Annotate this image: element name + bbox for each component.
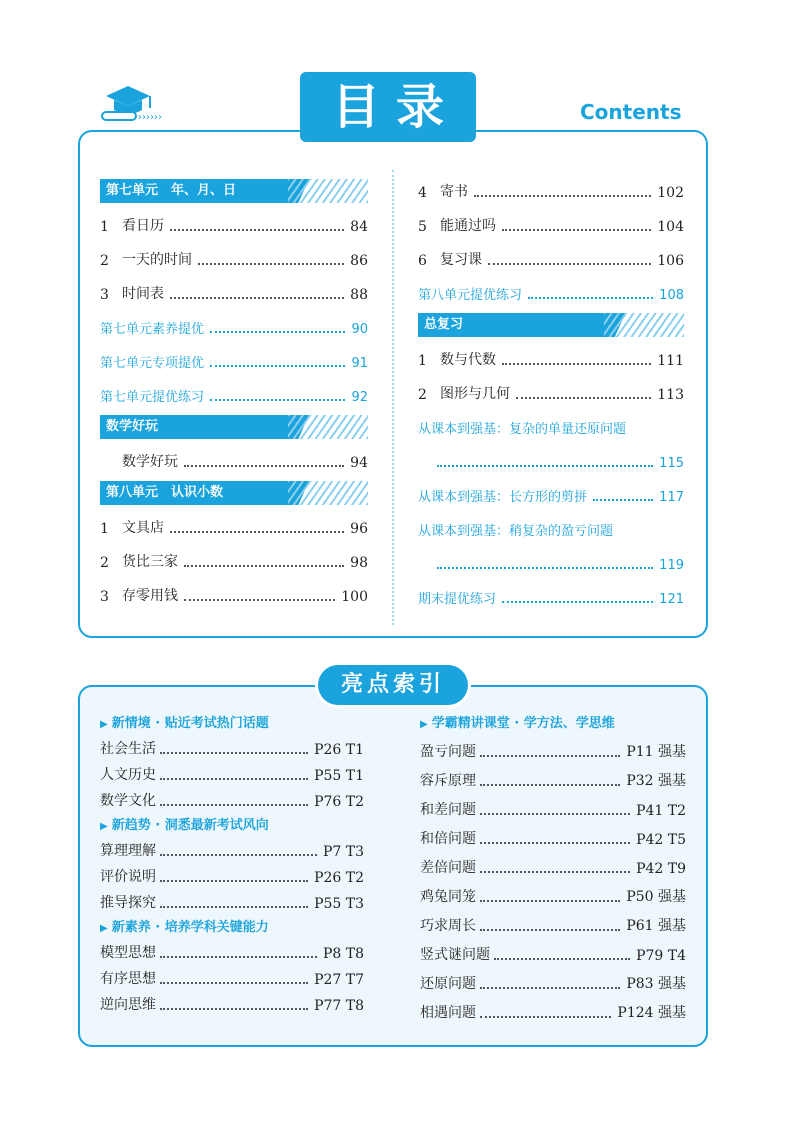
leader-dots — [184, 599, 335, 601]
toc-entry[interactable] — [100, 343, 368, 377]
toc-entry-page: 96 — [350, 521, 368, 537]
toc-entry-page: 92 — [351, 390, 368, 405]
index-entry[interactable] — [100, 736, 364, 762]
index-entry-name: 评价说明 — [100, 869, 156, 885]
index-entry-page: P32 强基 — [626, 773, 686, 789]
toc-entry-page: 121 — [659, 592, 684, 607]
index-entry-page: P83 强基 — [626, 976, 686, 992]
toc-entry[interactable] — [100, 443, 368, 477]
leader-dots — [480, 842, 630, 844]
index-entry-name: 巧求周长 — [420, 918, 476, 934]
toc-entry-number: 2 — [100, 253, 109, 269]
index-entry[interactable] — [100, 940, 364, 966]
index-right-column — [420, 712, 686, 1026]
index-entry-page: P77 T8 — [314, 998, 364, 1014]
index-entry-page: P26 T1 — [314, 742, 364, 758]
index-entry-page: P42 T9 — [636, 861, 686, 877]
index-entry-name: 容斥原理 — [420, 773, 476, 789]
index-entry-name: 推导探究 — [100, 895, 156, 911]
index-entry-name: 逆向思维 — [100, 997, 156, 1013]
toc-entry-number: 3 — [100, 589, 109, 605]
toc-entry[interactable] — [100, 275, 368, 309]
toc-entry-name: 期末提优练习 — [418, 592, 497, 607]
index-entry-page: P61 强基 — [626, 918, 686, 934]
index-entry-name: 模型思想 — [100, 945, 156, 961]
index-entry-name: 相遇问题 — [420, 1005, 476, 1021]
toc-entry-number: 2 — [418, 387, 427, 403]
leader-dots — [480, 755, 620, 757]
leader-dots — [210, 399, 345, 401]
leader-dots — [160, 1008, 308, 1010]
leader-dots — [210, 331, 345, 333]
toc-entry[interactable] — [100, 543, 368, 577]
index-entry-name: 还原问题 — [420, 976, 476, 992]
index-entry[interactable] — [100, 992, 364, 1018]
index-entry[interactable] — [100, 838, 364, 864]
toc-entry[interactable] — [418, 545, 684, 579]
toc-entry-name: 货比三家 — [122, 554, 178, 570]
index-entry[interactable] — [420, 881, 686, 910]
toc-entry-name: 寄书 — [440, 184, 468, 200]
index-entry-page: P26 T2 — [314, 870, 364, 886]
index-entry-name: 数学文化 — [100, 793, 156, 809]
page-title: 目录 — [300, 72, 476, 142]
leader-dots — [198, 263, 344, 265]
index-entry[interactable] — [420, 736, 686, 765]
index-entry-name: 差倍问题 — [420, 860, 476, 876]
leader-dots — [480, 871, 630, 873]
index-entry[interactable] — [100, 864, 364, 890]
toc-entry[interactable] — [418, 341, 684, 375]
toc-entry-name: 第七单元提优练习 — [100, 390, 205, 405]
leader-dots — [160, 804, 308, 806]
index-entry-page: P42 T5 — [636, 832, 686, 848]
leader-dots — [480, 987, 620, 989]
toc-entry-page: 91 — [351, 356, 368, 371]
toc-entry-page: 100 — [341, 589, 368, 605]
index-entry-page: P55 T3 — [314, 896, 364, 912]
toc-entry[interactable] — [100, 241, 368, 275]
index-entry[interactable] — [420, 823, 686, 852]
leader-dots — [170, 297, 344, 299]
index-entry-name: 鸡兔同笼 — [420, 889, 476, 905]
toc-entry[interactable] — [100, 207, 368, 241]
contents-label: Contents — [580, 100, 682, 124]
triangle-right-icon: ▶ — [100, 821, 108, 832]
toc-entry-name: 数与代数 — [440, 352, 496, 368]
index-entry[interactable] — [420, 968, 686, 997]
leader-dots — [502, 229, 651, 231]
section-header — [100, 481, 368, 505]
toc-entry[interactable] — [418, 511, 684, 545]
toc-entry-number: 6 — [418, 253, 427, 269]
leader-dots — [160, 880, 308, 882]
index-entry-name: 人文历史 — [100, 767, 156, 783]
leader-dots — [210, 365, 345, 367]
svg-text:››››››: ›››››› — [138, 112, 162, 123]
section-label: 总复习 — [424, 317, 464, 332]
triangle-right-icon: ▶ — [100, 923, 108, 934]
leader-dots — [480, 900, 620, 902]
toc-entry-name: 文具店 — [122, 520, 164, 536]
toc-entry-name: 第七单元素养提优 — [100, 322, 205, 337]
index-entry[interactable] — [100, 762, 364, 788]
leader-dots — [437, 465, 653, 467]
index-entry-name: 竖式谜问题 — [420, 947, 490, 963]
toc-entry-page: 104 — [657, 219, 684, 235]
toc-entry-name: 看日历 — [122, 218, 164, 234]
leader-dots — [170, 229, 344, 231]
toc-entry-name: 从课本到强基：复杂的单量还原问题 — [418, 422, 627, 437]
toc-entry[interactable] — [418, 477, 684, 511]
toc-entry-indent — [418, 452, 437, 471]
toc-entry[interactable] — [418, 409, 684, 443]
section-label: 第八单元 认识小数 — [106, 485, 224, 500]
leader-dots — [160, 956, 317, 958]
toc-entry-name: 能通过吗 — [440, 218, 496, 234]
leader-dots — [502, 601, 653, 603]
index-entry[interactable] — [420, 794, 686, 823]
toc-entry-page: 86 — [350, 253, 368, 269]
toc-entry-number: 1 — [418, 353, 427, 369]
toc-entry-name: 从课本到强基：稍复杂的盈亏问题 — [418, 524, 614, 539]
leader-dots — [437, 567, 653, 569]
index-entry-page: P124 强基 — [617, 1005, 686, 1021]
toc-entry-page: 106 — [657, 253, 684, 269]
index-entry-page: P41 T2 — [636, 803, 686, 819]
leader-dots — [184, 565, 344, 567]
index-category-label: 新趋势 · 洞悉最新考试风向 — [111, 818, 269, 833]
leader-dots — [160, 906, 308, 908]
toc-right-column — [418, 173, 684, 613]
toc-entry-page: 88 — [350, 287, 368, 303]
index-category-label: 新情境 · 贴近考试热门话题 — [111, 716, 269, 731]
toc-entry-page: 117 — [659, 490, 684, 505]
section-label: 数学好玩 — [106, 419, 159, 434]
toc-entry-page: 115 — [659, 456, 684, 471]
toc-entry-name: 存零用钱 — [122, 588, 178, 604]
toc-entry[interactable] — [100, 577, 368, 611]
toc-entry[interactable] — [418, 375, 684, 409]
toc-entry-name: 第八单元提优练习 — [418, 288, 523, 303]
index-entry-name: 社会生活 — [100, 741, 156, 757]
toc-entry-page: 98 — [350, 555, 368, 571]
toc-entry-number: 4 — [418, 185, 427, 201]
leader-dots — [170, 531, 344, 533]
leader-dots — [160, 854, 317, 856]
toc-entry-page: 113 — [657, 387, 684, 403]
toc-entry[interactable] — [100, 309, 368, 343]
triangle-right-icon: ▶ — [100, 719, 108, 730]
leader-dots — [480, 1016, 611, 1018]
toc-entry-number: 2 — [100, 555, 109, 571]
index-category — [420, 712, 686, 736]
index-entry-name: 盈亏问题 — [420, 744, 476, 760]
toc-entry[interactable] — [418, 241, 684, 275]
index-entry[interactable] — [100, 966, 364, 992]
index-entry[interactable] — [420, 997, 686, 1026]
index-entry-page: P8 T8 — [322, 946, 364, 962]
index-entry-page: P7 T3 — [322, 844, 364, 860]
leader-dots — [480, 784, 620, 786]
index-category-label: 学霸精讲课堂 · 学方法、学思维 — [431, 716, 615, 731]
index-title: 亮点索引 — [318, 665, 468, 705]
index-entry[interactable] — [420, 852, 686, 881]
toc-entry-name: 第七单元专项提优 — [100, 356, 205, 371]
index-entry-page: P27 T7 — [314, 972, 364, 988]
toc-entry[interactable] — [418, 443, 684, 477]
index-entry[interactable] — [420, 765, 686, 794]
graduation-cap-icon — [98, 82, 188, 130]
index-entry-page: P50 强基 — [626, 889, 686, 905]
leader-dots — [474, 195, 651, 197]
toc-entry[interactable] — [418, 579, 684, 613]
toc-entry-indent — [418, 554, 437, 573]
toc-entry[interactable] — [100, 509, 368, 543]
toc-entry-page: 111 — [657, 353, 684, 369]
index-entry[interactable] — [100, 788, 364, 814]
toc-entry[interactable] — [418, 173, 684, 207]
leader-dots — [516, 397, 651, 399]
index-entry-page: P11 强基 — [626, 744, 686, 760]
toc-entry-name: 复习课 — [440, 252, 482, 268]
toc-entry-number: 5 — [418, 219, 427, 235]
toc-entry-number: 1 — [100, 219, 109, 235]
leader-dots — [494, 958, 630, 960]
toc-entry[interactable] — [418, 275, 684, 309]
toc-entry-name: 时间表 — [122, 286, 164, 302]
index-left-column — [100, 712, 364, 1018]
toc-entry-page: 84 — [350, 219, 368, 235]
section-label: 第七单元 年、月、日 — [106, 183, 237, 198]
toc-entry-name: 图形与几何 — [440, 386, 510, 402]
leader-dots — [160, 752, 308, 754]
toc-entry-page: 102 — [657, 185, 684, 201]
index-entry[interactable] — [420, 939, 686, 968]
leader-dots — [160, 982, 308, 984]
section-header — [418, 313, 684, 337]
leader-dots — [480, 929, 620, 931]
toc-entry-page: 108 — [659, 288, 684, 303]
index-category — [100, 814, 364, 838]
section-header — [100, 415, 368, 439]
toc-entry-page: 90 — [351, 322, 368, 337]
index-entry[interactable] — [420, 910, 686, 939]
leader-dots — [593, 499, 653, 501]
toc-entry-number: 3 — [100, 287, 109, 303]
toc-entry-name: 数学好玩 — [122, 454, 178, 470]
leader-dots — [480, 813, 630, 815]
index-entry-page: P76 T2 — [314, 794, 364, 810]
section-header — [100, 179, 368, 203]
leader-dots — [528, 297, 653, 299]
toc-entry-name: 一天的时间 — [122, 252, 192, 268]
index-category — [100, 916, 364, 940]
toc-entry-page: 94 — [350, 455, 368, 471]
toc-divider — [392, 170, 394, 625]
toc-entry-page: 119 — [659, 558, 684, 573]
index-entry-name: 和倍问题 — [420, 831, 476, 847]
index-entry-page: P55 T1 — [314, 768, 364, 784]
index-entry-name: 算理理解 — [100, 843, 156, 859]
leader-dots — [488, 263, 651, 265]
leader-dots — [160, 778, 308, 780]
index-entry-name: 有序思想 — [100, 971, 156, 987]
index-entry-name: 和差问题 — [420, 802, 476, 818]
index-category — [100, 712, 364, 736]
index-category-label: 新素养 · 培养学科关键能力 — [111, 920, 269, 935]
leader-dots — [184, 465, 344, 467]
toc-entry-number: 1 — [100, 521, 109, 537]
leader-dots — [502, 363, 651, 365]
index-entry[interactable] — [100, 890, 364, 916]
index-entry-page: P79 T4 — [636, 948, 686, 964]
toc-entry-name: 从课本到强基：长方形的剪拼 — [418, 490, 588, 505]
toc-left-column — [100, 175, 368, 611]
triangle-right-icon: ▶ — [420, 719, 428, 730]
toc-entry[interactable] — [100, 377, 368, 411]
toc-entry[interactable] — [418, 207, 684, 241]
